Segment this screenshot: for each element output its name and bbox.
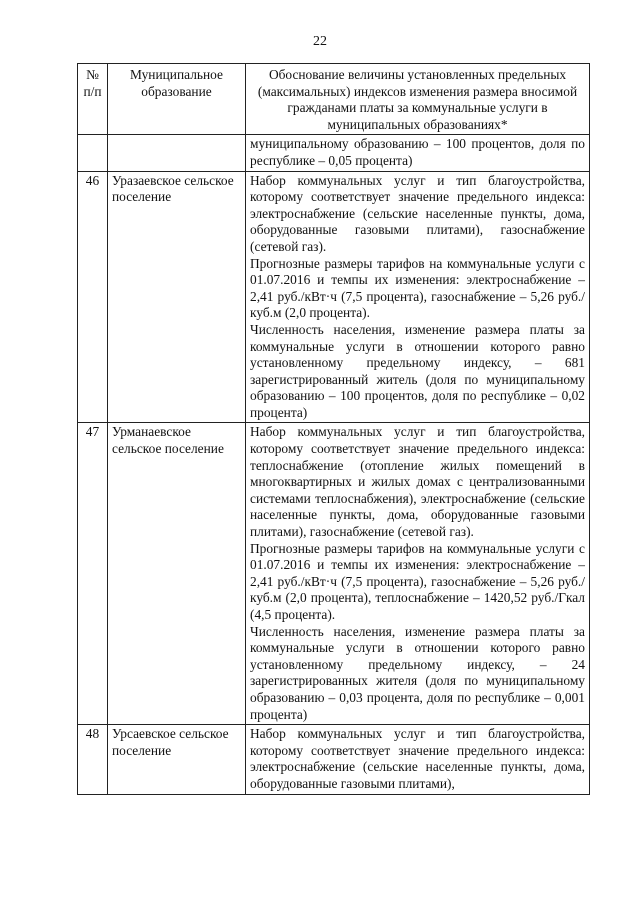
row-municipality: [108, 135, 246, 171]
indices-table: [77, 63, 590, 795]
header-num: № п/п: [78, 64, 108, 135]
table-row: [78, 135, 590, 171]
row-municipality: Урсаевское сельское поселение: [108, 725, 246, 794]
table-header-row: [78, 64, 590, 135]
description-paragraph: Численность населения, изменение размера платы за коммунальные услуги в отношении которого равно установленному предельному индексу, – 681 зарегистрированный житель (доля по муниципальному образованию – 100 процентов, доля по республике – 0,02 процента): [250, 321, 585, 420]
row-description: [246, 135, 590, 171]
row-num: 46: [78, 171, 108, 423]
row-description: [246, 725, 590, 794]
description-paragraph: Набор коммунальных услуг и тип благоустройства, которому соответствует значение предельного индекса: электроснабжение (сельские населенные пункты, дома, оборудованные газовыми плитами),: [250, 726, 585, 791]
description-paragraph: Прогнозные размеры тарифов на коммунальные услуги с 01.07.2016 и темпы их изменения: электроснабжение – 2,41 руб./кВт·ч (7,5 процента), газоснабжение – 5,26 руб./куб.м (2,0 процента).: [250, 255, 585, 321]
description-paragraph: Численность населения, изменение размера платы за коммунальные услуги в отношении которого равно установленному предельному индексу, – 24 зарегистрированных жителя (доля по муниципальному образованию – 0,03 процента, доля по республике – 0,001 процента): [250, 623, 585, 722]
page-number: 22: [313, 34, 327, 49]
header-municipality: Муниципальное образование: [108, 64, 246, 135]
description-paragraph: Прогнозные размеры тарифов на коммунальные услуги с 01.07.2016 и темпы их изменения: электроснабжение – 2,41 руб./кВт·ч (7,5 процента), газоснабжение – 5,26 руб./куб.м (2,0 процента), теплоснабжение – 1420,52 руб./Гкал (4,5 процента).: [250, 540, 585, 622]
row-municipality: Урманаевское сельское поселение: [108, 423, 246, 725]
description-paragraph: муниципальному образованию – 100 процентов, доля по республике – 0,05 процента): [250, 136, 585, 168]
row-num: [78, 135, 108, 171]
table-row: [78, 423, 590, 725]
description-paragraph: Набор коммунальных услуг и тип благоустройства, которому соответствует значение предельного индекса: электроснабжение (сельские населенные пункты, дома, оборудованные газовыми плитами), газоснабжение (сетевой газ).: [250, 172, 585, 254]
header-basis: Обоснование величины установленных предельных (максимальных) индексов изменения размера вносимой гражданами платы за коммунальные услуги в муниципальных образованиях*: [246, 64, 590, 135]
row-description: [246, 423, 590, 725]
row-num: 47: [78, 423, 108, 725]
table-row: [78, 171, 590, 423]
row-description: [246, 171, 590, 423]
row-num: 48: [78, 725, 108, 794]
row-municipality: Уразаевское сельское поселение: [108, 171, 246, 423]
table-row: [78, 725, 590, 794]
description-paragraph: Набор коммунальных услуг и тип благоустройства, которому соответствует значение предельного индекса: теплоснабжение (отопление жилых помещений в многоквартирных и жилых домах с централизованными системами теплоснабжения), электроснабжение (сельские населенные пункты, дома, оборудованные газовыми плитами), газоснабжение (сетевой газ).: [250, 424, 585, 540]
